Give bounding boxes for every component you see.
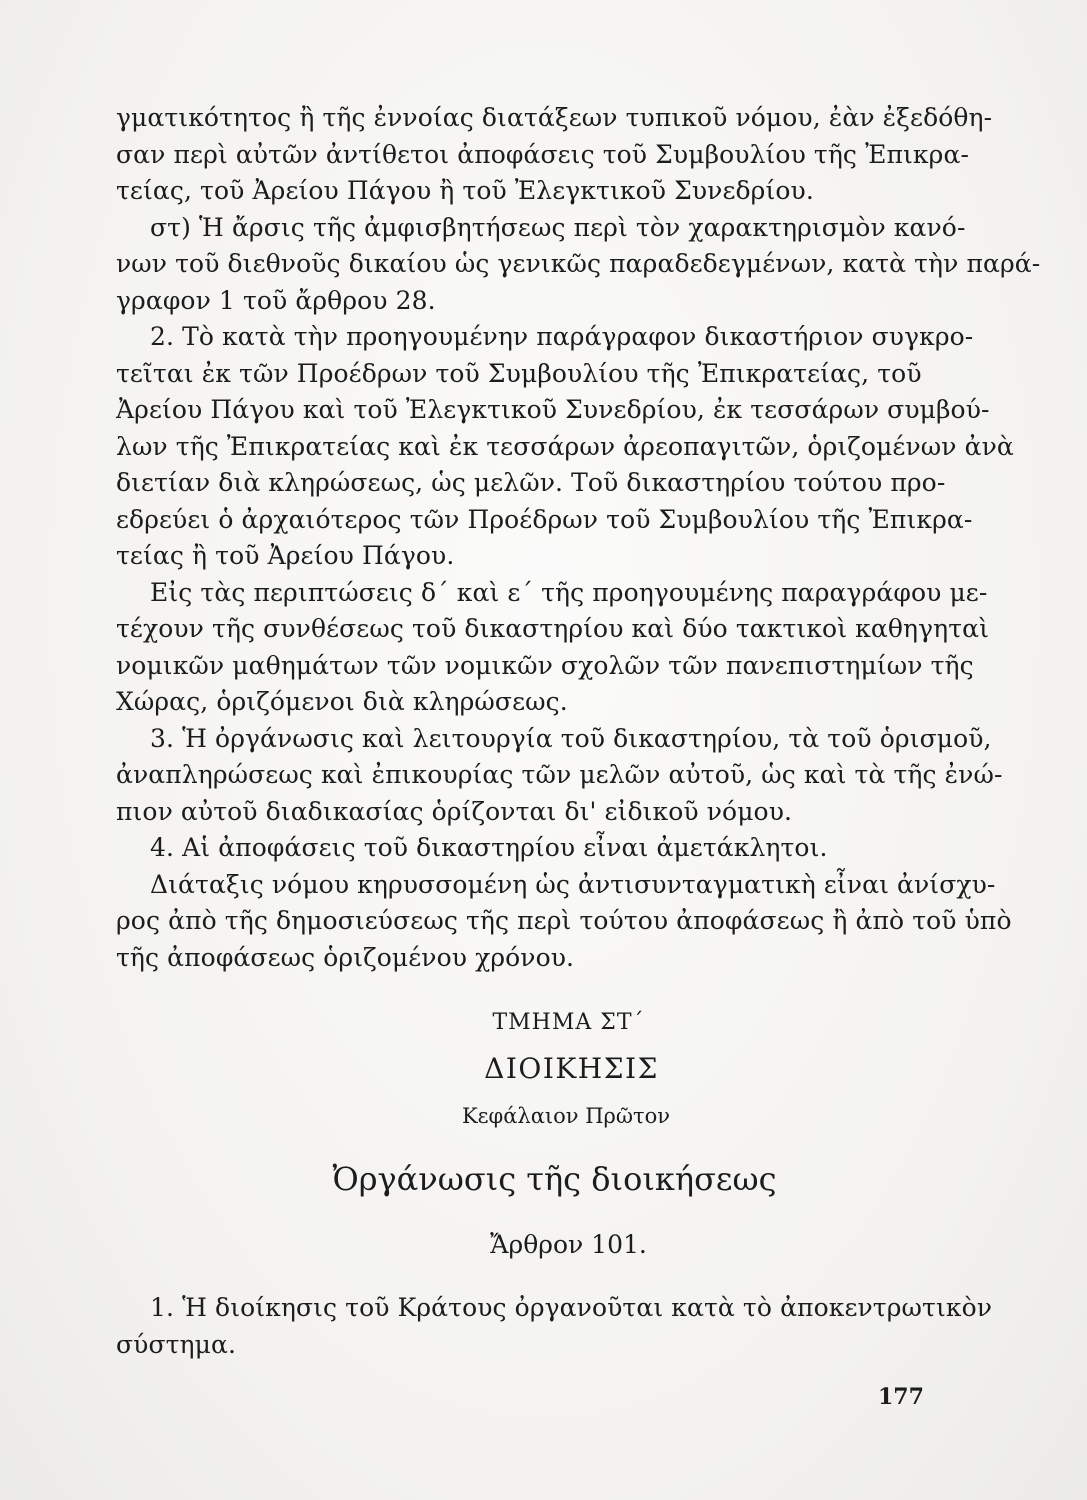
body-text — [116, 100, 1041, 976]
page-number: 177 — [878, 1384, 924, 1410]
text-line: στ) Ἡ ἄρσις τῆς ἀμφισβητήσεως περὶ τὸν χαρακτηρισμὸν κανό- — [150, 212, 966, 242]
text-line: γματικότητος ἢ τῆς ἐννοίας διατάξεων τυπικοῦ νόμου, ἐὰν ἐξεδόθη- — [116, 103, 993, 132]
text-line: εδρεύει ὁ ἀρχαιότερος τῶν Προέδρων τοῦ Συμβουλίου τῆς Ἐπικρα- — [116, 504, 973, 534]
text-line: ἀναπληρώσεως καὶ ἐπικουρίας τῶν μελῶν αὐτοῦ, ὡς καὶ τὰ τῆς ἐνώ- — [116, 760, 1003, 789]
text-line: νων τοῦ διεθνοῦς δικαίου ὡς γενικῶς παραδεδεγμένων, κατὰ τὴν παρά- — [116, 249, 1041, 278]
text-line: τεῖται ἐκ τῶν Προέδρων τοῦ Συμβουλίου τῆς Ἐπικρατείας, τοῦ — [116, 358, 922, 388]
chapter-heading: Κεφάλαιον Πρῶτον — [461, 1104, 671, 1128]
text-line: 2. Τὸ κατὰ τὴν προηγουμένην παράγραφον δικαστήριον συγκρο- — [150, 322, 974, 351]
text-line: Διάταξις νόμου κηρυσσομένη ὡς ἀντισυνταγματικὴ εἶναι ἀνίσχυ- — [150, 869, 996, 899]
text-line: τέχουν τῆς συνθέσεως τοῦ δικαστηρίου καὶ δύο τακτικοὶ καθηγηταὶ — [116, 614, 990, 643]
text-line: Εἰς τὰς περιπτώσεις δ΄ καὶ ε΄ τῆς προηγουμένης παραγράφου με- — [150, 577, 988, 607]
text-line: τείας, τοῦ Ἀρείου Πάγου ἢ τοῦ Ἐλεγκτικοῦ Συνεδρίου. — [116, 176, 814, 205]
text-line: 1. Ἡ διοίκησις τοῦ Κράτους ὀργανοῦται κατὰ τὸ ἀποκεντρωτικὸν — [150, 1293, 993, 1322]
text-line: τείας ἢ τοῦ Ἀρείου Πάγου. — [116, 541, 455, 570]
text-line: τῆς ἀποφάσεως ὁριζομένου χρόνου. — [116, 942, 575, 972]
text-line: πιον αὐτοῦ διαδικασίας ὁρίζονται δι' εἰδικοῦ νόμου. — [116, 796, 793, 826]
text-line: ρος ἀπὸ τῆς δημοσιεύσεως τῆς περὶ τούτου ἀποφάσεως ἢ ἀπὸ τοῦ ὑπὸ — [116, 906, 1012, 935]
text-line: 3. Ἡ ὀργάνωσις καὶ λειτουργία τοῦ δικαστηρίου, τὰ τοῦ ὁρισμοῦ, — [150, 723, 992, 753]
text-line: Ἀρείου Πάγου καὶ τοῦ Ἐλεγκτικοῦ Συνεδρίου, ἐκ τεσσάρων συμβού- — [116, 395, 990, 424]
chapter-title: Ὀργάνωσις τῆς διοικήσεως — [332, 1160, 777, 1198]
text-line: Χώρας, ὁριζόμενοι διὰ κληρώσεως. — [116, 687, 568, 716]
text-line: σύστημα. — [116, 1329, 237, 1359]
text-line: νομικῶν μαθημάτων τῶν νομικῶν σχολῶν τῶν πανεπιστημίων τῆς — [116, 650, 974, 680]
text-line: λων τῆς Ἐπικρατείας καὶ ἐκ τεσσάρων ἀρεοπαγιτῶν, ὁριζομένων ἀνὰ — [116, 431, 1014, 461]
section-number: ΤΜΗΜΑ ΣΤ΄ — [492, 1010, 645, 1035]
text-line: σαν περὶ αὐτῶν ἀντίθετοι ἀποφάσεις τοῦ Συμβουλίου τῆς Ἐπικρα- — [116, 139, 969, 169]
text-line: διετίαν διὰ κληρώσεως, ὡς μελῶν. Τοῦ δικαστηρίου τούτου προ- — [116, 468, 946, 497]
section-title: ΔΙΟΙΚΗΣΙΣ — [484, 1052, 659, 1085]
text-line: γραφον 1 τοῦ ἄρθρου 28. — [116, 285, 436, 315]
article-heading: Ἄρθρον 101. — [490, 1230, 647, 1259]
article-text — [116, 1290, 993, 1363]
text-line: 4. Αἱ ἀποφάσεις τοῦ δικαστηρίου εἶναι ἀμετάκλητοι. — [150, 833, 828, 862]
